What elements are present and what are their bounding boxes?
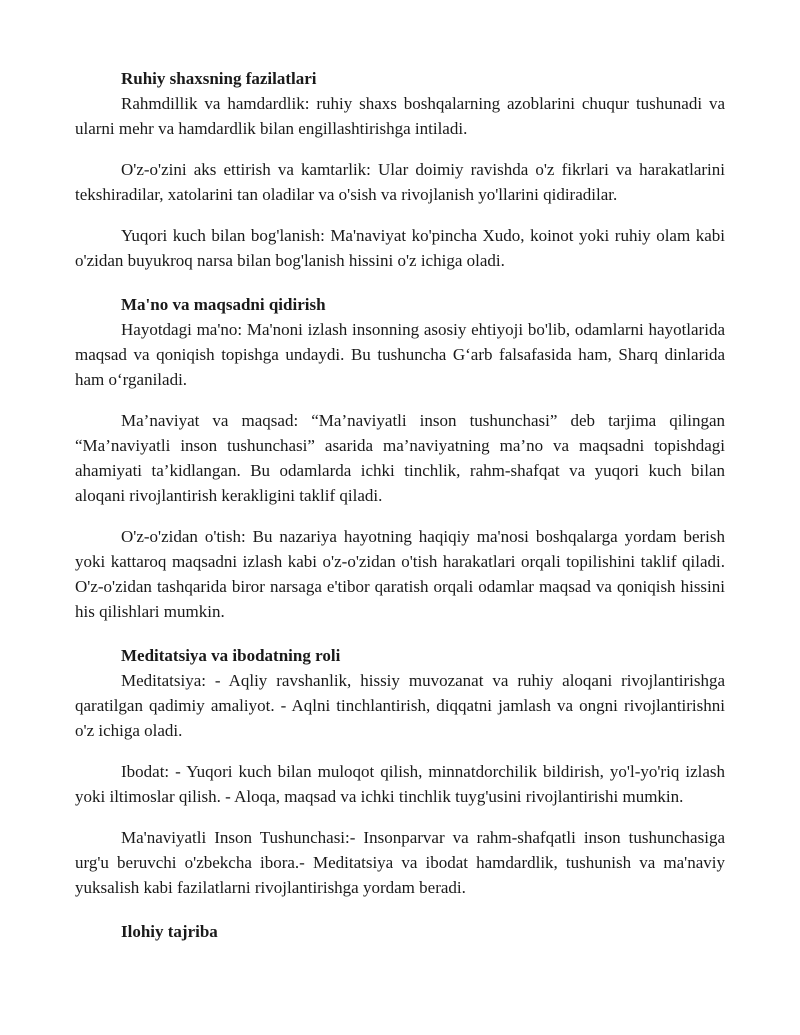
section-mano-va-maqsad	[75, 292, 725, 624]
paragraph: Hayotdagi ma'no: Ma'noni izlash insonning asosiy ehtiyoji bo'lib, odamlarni hayotlarida maqsad va qoniqish topishga undaydi. Bu tushuncha G‘arb falsafasida ham, Sharq dinlarida ham o‘rganiladi.	[75, 320, 725, 389]
section-heading: Ma'no va maqsadni qidirish	[121, 295, 326, 314]
paragraph: Ma’naviyat va maqsad: “Ma’naviyatli inson tushunchasi” deb tarjima qilingan “Ma’naviyatli inson tushunchasi” asarida ma’naviyatning ma’no va maqsadni topishdagi ahamiyati ta’kidlangan. Bu odamlarda ichki tinchlik, rahm-shafqat va yuqori kuch bilan aloqani rivojlantirish kerakligini taklif qiladi.	[75, 411, 725, 505]
section-ilohiy-tajriba	[75, 919, 725, 944]
section-heading: Meditatsiya va ibodatning roli	[121, 646, 341, 665]
section-heading: Ruhiy shaxsning fazilatlari	[121, 69, 317, 88]
paragraph: O'z-o'zidan o'tish: Bu nazariya hayotning haqiqiy ma'nosi boshqalarga yordam berish yoki kattaroq maqsadni izlash kabi o'z-o'zidan o'tish harakatlari orqali topilishini taklif qiladi. O'z-o'zidan tashqarida biror narsaga e'tibor qaratish orqali odamlar maqsad va qoniqish hissini his qilishlari mumkin.	[75, 527, 725, 621]
paragraph: Ma'naviyatli Inson Tushunchasi:- Insonparvar va rahm-shafqatli inson tushunchasiga urg'u beruvchi o'zbekcha ibora.- Meditatsiya va ibodat hamdardlik, tushunish va ma'naviy yuksalish kabi fazilatlarni rivojlantirishga yordam beradi.	[75, 828, 725, 897]
section-heading: Ilohiy tajriba	[121, 922, 218, 941]
paragraph: Meditatsiya: - Aqliy ravshanlik, hissiy muvozanat va ruhiy aloqani rivojlantirishga qaratilgan qadimiy amaliyot. - Aqlni tinchlantirish, diqqatni jamlash va ongni rivojlantirishni o'z ichiga oladi.	[75, 671, 725, 740]
section-meditatsiya	[75, 643, 725, 900]
paragraph: Yuqori kuch bilan bog'lanish: Ma'naviyat ko'pincha Xudo, koinot yoki ruhiy olam kabi o'zidan buyukroq narsa bilan bog'lanish hissini o'z ichiga oladi.	[75, 226, 725, 270]
paragraph: Rahmdillik va hamdardlik: ruhiy shaxs boshqalarning azoblarini chuqur tushunadi va ularni mehr va hamdardlik bilan engillashtirishga intiladi.	[75, 94, 725, 138]
section-ruhiy-shaxs	[75, 66, 725, 273]
paragraph: Ibodat: - Yuqori kuch bilan muloqot qilish, minnatdorchilik bildirish, yo'l-yo'riq izlash yoki iltimoslar qilish. - Aloqa, maqsad va ichki tinchlik tuyg'usini rivojlantirishi mumkin.	[75, 762, 725, 806]
paragraph: O'z-o'zini aks ettirish va kamtarlik: Ular doimiy ravishda o'z fikrlari va harakatlarini tekshiradilar, xatolarini tan oladilar va o'sish va rivojlanish yo'llarini qidiradilar.	[75, 160, 725, 204]
document-page	[75, 66, 725, 944]
